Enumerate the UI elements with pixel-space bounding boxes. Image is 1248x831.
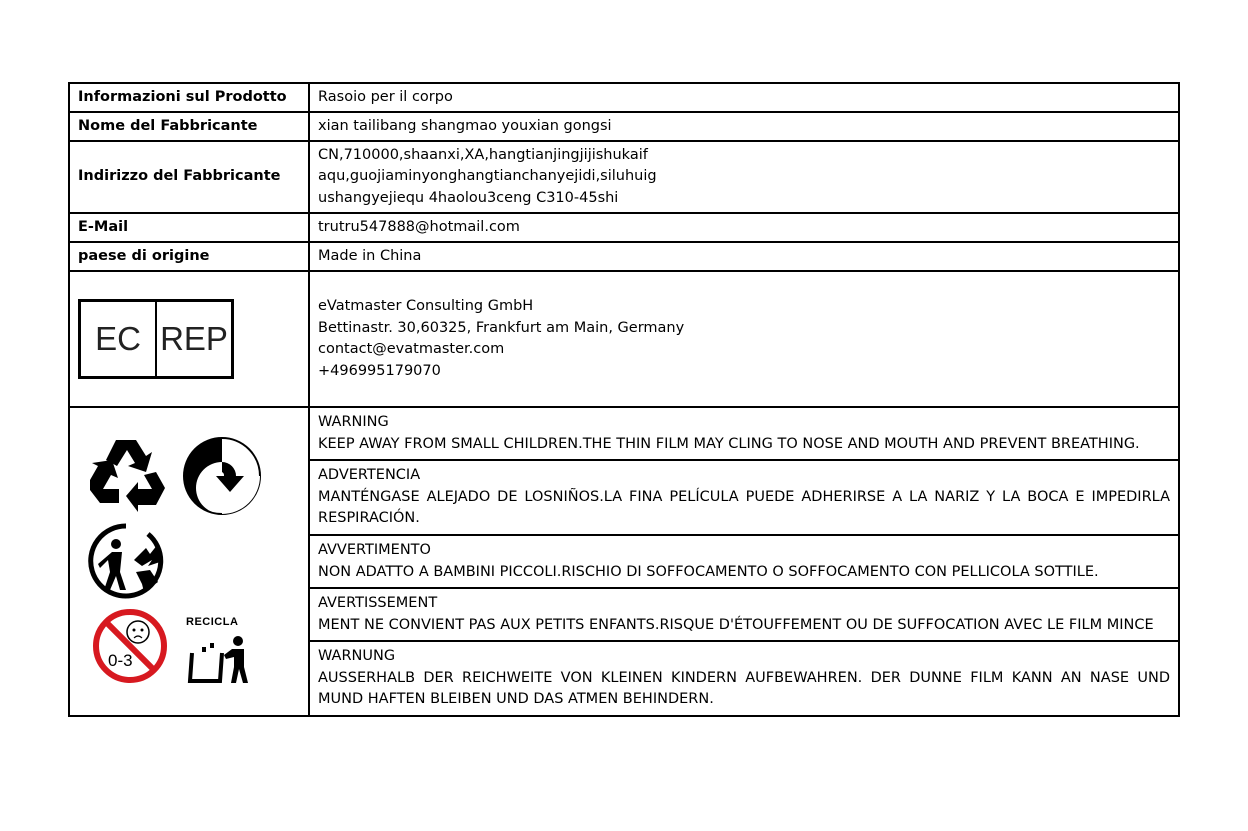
- warning-it: [309, 535, 1179, 588]
- warning-text: NON ADATTO A BAMBINI PICCOLI.RISCHIO DI SOFFOCAMENTO O SOFFOCAMENTO CON PELLICOLA SOTTILE.: [318, 563, 1099, 580]
- row-ec-rep: [69, 271, 1179, 407]
- ec-rep-symbol-cell: [69, 271, 309, 407]
- origin-value: Made in China: [309, 242, 1179, 271]
- address-line: ushangyejiequ 4haolou3ceng C310-45shi: [318, 189, 619, 206]
- recycle-icon: [86, 436, 166, 514]
- manufacturer-label: Nome del Fabbricante: [69, 112, 309, 141]
- ec-rep-icon-right: REP: [160, 320, 228, 358]
- email-label: E-Mail: [69, 213, 309, 242]
- ec-rep-icon-left: EC: [81, 302, 157, 376]
- ec-rep-email: contact@evatmaster.com: [318, 341, 505, 357]
- warning-title: WARNUNG: [318, 648, 396, 665]
- age-warning-text: 0-3: [108, 650, 133, 670]
- green-dot-icon: [182, 436, 262, 516]
- row-manufacturer: [69, 112, 1179, 141]
- address-label: Indirizzo del Fabbricante: [69, 141, 309, 213]
- email-value: trutru547888@hotmail.com: [309, 213, 1179, 242]
- symbols-cell: [69, 407, 309, 716]
- row-warning-en: [69, 407, 1179, 460]
- warning-en: [309, 407, 1179, 460]
- address-value: [309, 141, 1179, 213]
- origin-label: paese di origine: [69, 242, 309, 271]
- product-value: Rasoio per il corpo: [309, 83, 1179, 112]
- address-line: aqu,guojiaminyonghangtianchanyejidi,siluhuig: [318, 168, 657, 185]
- warning-title: AVVERTIMENTO: [318, 542, 431, 558]
- manufacturer-value: xian tailibang shangmao youxian gongsi: [309, 112, 1179, 141]
- warning-de: [309, 641, 1179, 716]
- product-info-table: [68, 82, 1180, 717]
- ec-rep-icon: [78, 299, 234, 379]
- row-address: [69, 141, 1179, 213]
- recicla-block: [186, 612, 266, 693]
- warning-fr: [309, 588, 1179, 641]
- warning-title: ADVERTENCIA: [318, 467, 421, 484]
- warning-text: AUSSERHALB DER REICHWEITE VON KLEINEN KINDERN AUFBEWAHREN. DER DUNNE FILM KANN AN NASE UND MUND HAFTEN BLEIBEN UND DAS ATMEN BEHINDERN.: [318, 669, 1170, 708]
- no-children-icon: [92, 608, 168, 684]
- warning-text: MENT NE CONVIENT PAS AUX PETITS ENFANTS.RISQUE D'ÉTOUFFEMENT OU DE SUFFOCATION AVEC LE FILM MINCE: [318, 616, 1154, 633]
- warning-title: AVERTISSEMENT: [318, 595, 438, 611]
- ec-rep-address: Bettinastr. 30,60325, Frankfurt am Main, Germany: [318, 319, 685, 336]
- warning-title: WARNING: [318, 414, 389, 430]
- address-line: CN,710000,shaanxi,XA,hangtianjingjijishukaif: [318, 146, 648, 163]
- row-product: [69, 83, 1179, 112]
- product-label: Informazioni sul Prodotto: [69, 83, 309, 112]
- warning-es: [309, 460, 1179, 535]
- ec-rep-details: [309, 271, 1179, 407]
- warning-text: MANTÉNGASE ALEJADO DE LOSNIÑOS.LA FINA PELÍCULA PUEDE ADHERIRSE A LA NARIZ Y LA BOCA E IMPEDIRLA RESPIRACIÓN.: [318, 488, 1170, 527]
- ec-rep-company: eVatmaster Consulting GmbH: [318, 298, 534, 314]
- ec-rep-phone: +496995179070: [318, 362, 441, 379]
- row-origin: [69, 242, 1179, 271]
- row-email: [69, 213, 1179, 242]
- warning-text: KEEP AWAY FROM SMALL CHILDREN.THE THIN FILM MAY CLING TO NOSE AND MOUTH AND PREVENT BREATHING.: [318, 435, 1140, 452]
- tidyman-recycle-icon: [86, 522, 166, 600]
- recicla-label: RECICLA: [186, 615, 239, 628]
- recicla-bin-icon: [186, 633, 256, 685]
